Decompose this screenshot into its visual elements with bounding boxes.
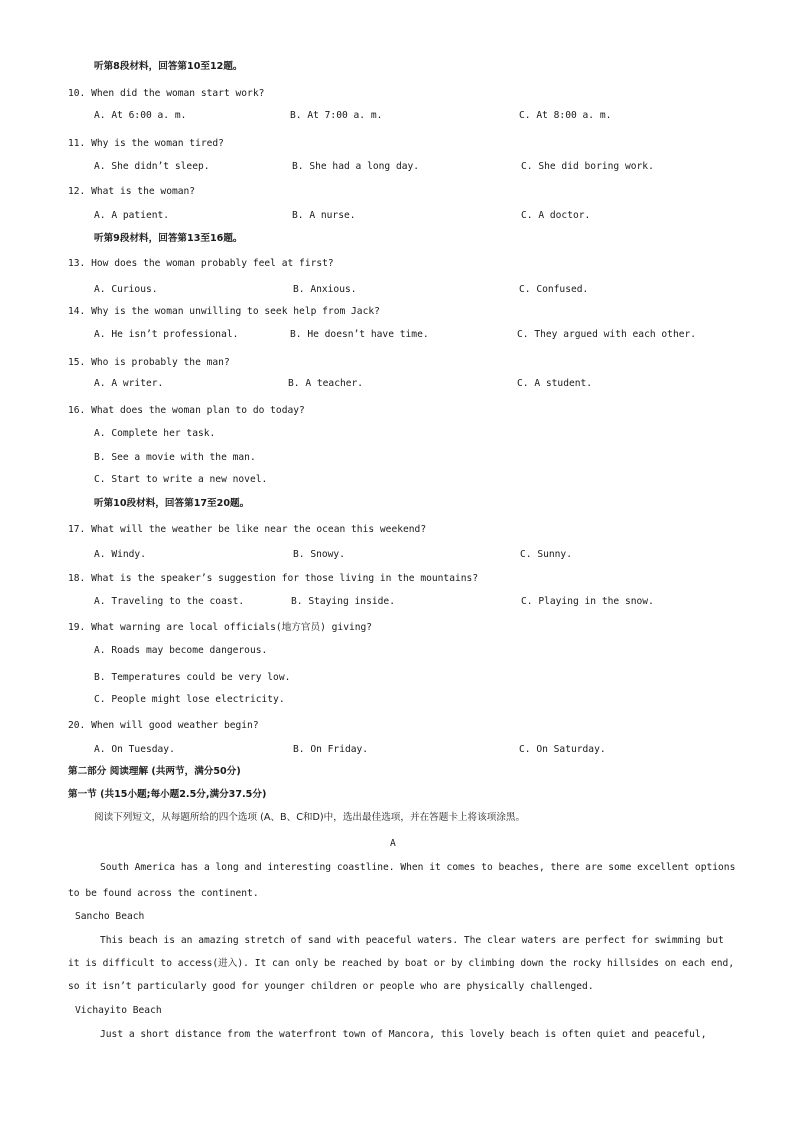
sancho-para-line2: it is difficult to access(进入). It can only be reached by boat or by climbing down the rocky hillsides on each end, [68, 958, 735, 969]
sancho-para-line1: This beach is an amazing stretch of sand with peaceful waters. The clear waters are perfect for swimming but [100, 935, 724, 946]
question-14: 14. Why is the woman unwilling to seek help from Jack? [68, 306, 380, 317]
q20-option-b: B. On Friday. [293, 744, 369, 755]
passage-intro-line1: South America has a long and interesting coastline. When it comes to beaches, there are some excellent options [100, 862, 736, 873]
q15-option-c: C. A student. [517, 378, 593, 389]
q17-option-c: C. Sunny. [520, 549, 572, 560]
q18-option-c: C. Playing in the snow. [521, 596, 654, 607]
sancho-para-line3: so it isn’t particularly good for younger children or people who are physically challenged. [68, 981, 594, 992]
part2-title: 第二部分 阅读理解 (共两节，满分50分) [68, 766, 241, 777]
passage-intro-line2: to be found across the continent. [68, 888, 259, 899]
q11-option-a: A. She didn’t sleep. [94, 161, 210, 172]
q12-option-b: B. A nurse. [292, 210, 356, 221]
q17-option-a: A. Windy. [94, 549, 146, 560]
q14-option-b: B. He doesn’t have time. [290, 329, 429, 340]
passage-label: A [390, 838, 396, 849]
q14-option-a: A. He isn’t professional. [94, 329, 239, 340]
question-15: 15. Who is probably the man? [68, 357, 230, 368]
q20-option-a: A. On Tuesday. [94, 744, 175, 755]
q19-option-c: C. People might lose electricity. [94, 694, 285, 705]
question-16: 16. What does the woman plan to do today? [68, 405, 305, 416]
q12-option-a: A. A patient. [94, 210, 170, 221]
section-header-9: 听第9段材料，回答第13至16题。 [94, 233, 243, 244]
q18-option-a: A. Traveling to the coast. [94, 596, 245, 607]
q10-option-c: C. At 8:00 a. m. [519, 110, 612, 121]
question-20: 20. When will good weather begin? [68, 720, 259, 731]
q10-option-a: A. At 6:00 a. m. [94, 110, 187, 121]
question-17: 17. What will the weather be like near the ocean this weekend? [68, 524, 427, 535]
q16-option-c: C. Start to write a new novel. [94, 474, 268, 485]
question-12: 12. What is the woman? [68, 186, 196, 197]
q19-option-a: A. Roads may become dangerous. [94, 645, 268, 656]
q11-option-b: B. She had a long day. [292, 161, 420, 172]
question-18: 18. What is the speaker’s suggestion for those living in the mountains? [68, 573, 479, 584]
part2-section1: 第一节 (共15小题;每小题2.5分,满分37.5分) [68, 789, 267, 800]
section-header-8: 听第8段材料，回答第10至12题。 [94, 61, 243, 72]
q13-option-a: A. Curious. [94, 284, 158, 295]
question-11: 11. Why is the woman tired? [68, 138, 224, 149]
q14-option-c: C. They argued with each other. [517, 329, 697, 340]
q15-option-b: B. A teacher. [288, 378, 364, 389]
question-13: 13. How does the woman probably feel at first? [68, 258, 334, 269]
q19-option-b: B. Temperatures could be very low. [94, 672, 291, 683]
q17-option-b: B. Snowy. [293, 549, 345, 560]
q16-option-a: A. Complete her task. [94, 428, 216, 439]
q20-option-c: C. On Saturday. [519, 744, 606, 755]
q13-option-c: C. Confused. [519, 284, 589, 295]
question-19: 19. What warning are local officials(地方官员) giving? [68, 622, 373, 633]
heading-sancho-beach: Sancho Beach [75, 911, 145, 922]
q12-option-c: C. A doctor. [521, 210, 591, 221]
question-10: 10. When did the woman start work? [68, 88, 265, 99]
q10-option-b: B. At 7:00 a. m. [290, 110, 383, 121]
q18-option-b: B. Staying inside. [291, 596, 395, 607]
q15-option-a: A. A writer. [94, 378, 164, 389]
q16-option-b: B. See a movie with the man. [94, 452, 256, 463]
vichayito-para-line1: Just a short distance from the waterfront town of Mancora, this lovely beach is often quiet and peaceful, [100, 1029, 707, 1040]
q13-option-b: B. Anxious. [293, 284, 357, 295]
section-header-10: 听第10段材料，回答第17至20题。 [94, 498, 250, 509]
part2-instruction: 阅读下列短文，从每题所给的四个选项 (A、B、C和D)中，选出最佳选项，并在答题卡上将该项涂黑。 [94, 812, 526, 823]
heading-vichayito-beach: Vichayito Beach [75, 1005, 162, 1016]
q11-option-c: C. She did boring work. [521, 161, 654, 172]
